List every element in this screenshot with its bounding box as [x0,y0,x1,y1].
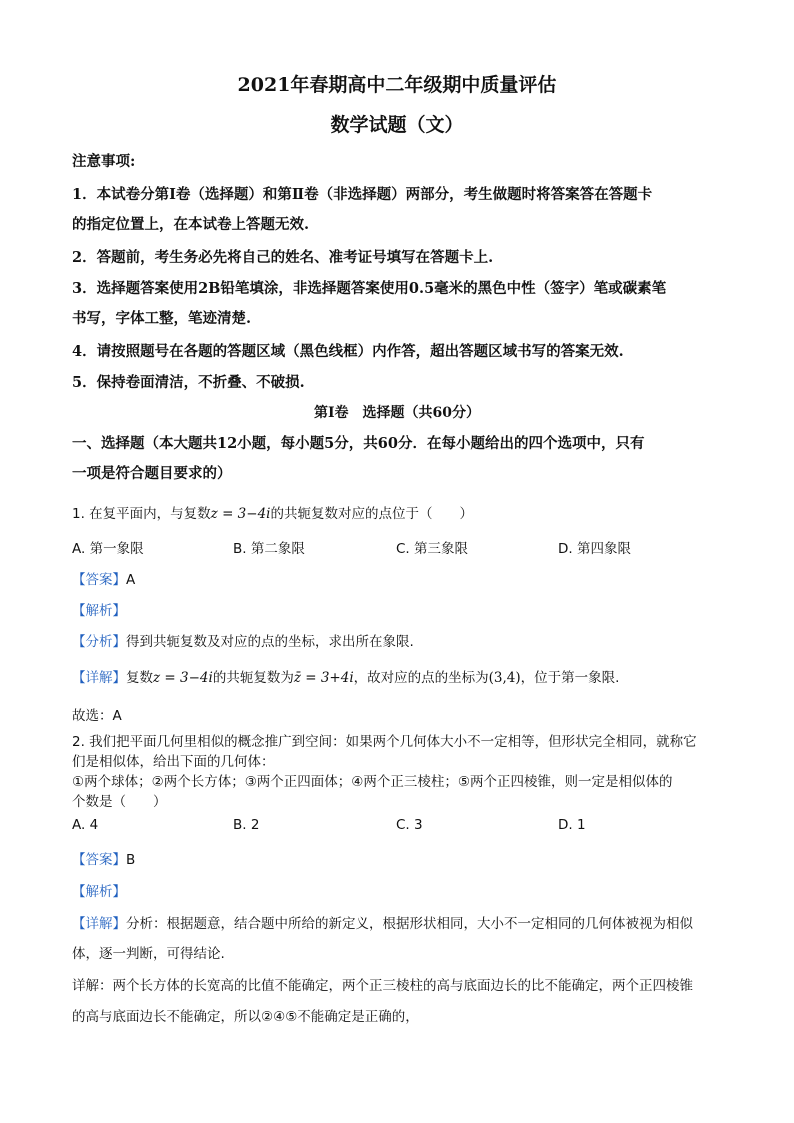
option-b: B. 2 [233,817,260,833]
analysis-line [72,599,126,619]
question-1-stem [72,502,473,522]
option-c: C. 第三象限 [396,541,469,557]
fenxi-text: 得到共轭复数及对应的点的坐标，求出所在象限. [126,634,414,650]
conclusion: 故选：A [72,708,122,724]
section-intro: 一项是符合题目要求的） [72,465,232,482]
fenxi-label: 【分析】 [72,634,126,650]
option-a: A. 第一象限 [72,541,144,557]
answer-label: 【答案】 [72,852,126,868]
math-expression: (3,4) [488,670,521,686]
stem-text: 1. 在复平面内，与复数 [72,506,211,522]
analysis-label: 【解析】 [72,884,126,900]
question-2-stem: 们是相似体，给出下面的几何体： [72,754,275,770]
option-b: B. 第二象限 [233,541,305,557]
notice-line: 5．保持卷面清洁，不折叠、不破损. [72,374,305,391]
math-expression: z̄ = 3+4i [293,670,354,686]
answer-line [72,568,135,588]
detail-text: 分析：根据题意，结合题中所给的新定义，根据形状相同，大小不一定相同的几何体被视为相似 [126,916,693,932]
analysis-line [72,880,126,900]
detail-text: 复数 [126,670,153,686]
analysis-label: 【解析】 [72,603,126,619]
notice-line: 1．本试卷分第Ⅰ卷（选择题）和第Ⅱ卷（非选择题）两部分，考生做题时将答案答在答题卡 [72,186,653,203]
detail-line: 的高与底面边长不能确定，所以②④⑤不能确定是正确的， [72,1009,419,1025]
answer-value: A [126,572,136,588]
answer-label: 【答案】 [72,572,126,588]
math-expression: z = 3−4i [153,670,213,686]
detail-text: ，位于第一象限. [520,670,620,686]
detail-label: 【详解】 [72,916,126,932]
detail-line [72,666,619,686]
answer-line [72,848,135,868]
notice-line: 4．请按照题号在各题的答题区域（黑色线框）内作答，超出答题区域书写的答案无效. [72,343,624,360]
detail-line [72,912,693,932]
detail-line: 详解：两个长方体的长宽高的比值不能确定，两个正三棱柱的高与底面边长的比不能确定，两个正四棱锥 [72,978,693,994]
notice-heading: 注意事项: [72,153,136,170]
detail-text: ，故对应的点的坐标为 [353,670,489,686]
section-intro: 一、选择题（本大题共12小题，每小题5分，共60分．在每小题给出的四个选项中，只有 [72,435,645,452]
answer-value: B [126,852,136,868]
question-2-stem: ①两个球体；②两个长方体；③两个正四面体；④两个正三棱柱；⑤两个正四棱锥，则一定是相似体的 [72,774,673,790]
option-c: C. 3 [396,817,423,833]
detail-label: 【详解】 [72,670,126,686]
option-a: A. 4 [72,817,99,833]
detail-text: 的共轭复数为 [212,670,294,686]
notice-line: 3．选择题答案使用2B铅笔填涂，非选择题答案使用0.5毫米的黑色中性（签字）笔或碳素笔 [72,280,667,297]
stem-text: 的共轭复数对应的点位于（ ） [270,506,473,522]
question-2-stem: 个数是（ ） [72,794,167,810]
notice-line: 的指定位置上，在本试卷上答题无效. [72,216,310,233]
question-2-stem: 2. 我们把平面几何里相似的概念推广到空间：如果两个几何体大小不一定相等，但形状完全相同，就称它 [72,734,697,750]
option-d: D. 第四象限 [558,541,631,557]
exam-title: 2021年春期高中二年级期中质量评估 [237,74,557,96]
math-expression: z = 3−4i [210,506,271,522]
exam-subtitle: 数学试题（文） [330,114,464,136]
option-d: D. 1 [558,817,586,833]
section-title: 第Ⅰ卷 选择题（共60分） [313,405,481,421]
detail-line: 体，逐一判断，可得结论. [72,946,225,962]
fenxi-line [72,630,414,650]
notice-line: 书写，字体工整，笔迹清楚. [72,310,252,327]
notice-line: 2．答题前，考生务必先将自己的姓名、准考证号填写在答题卡上. [72,249,494,266]
